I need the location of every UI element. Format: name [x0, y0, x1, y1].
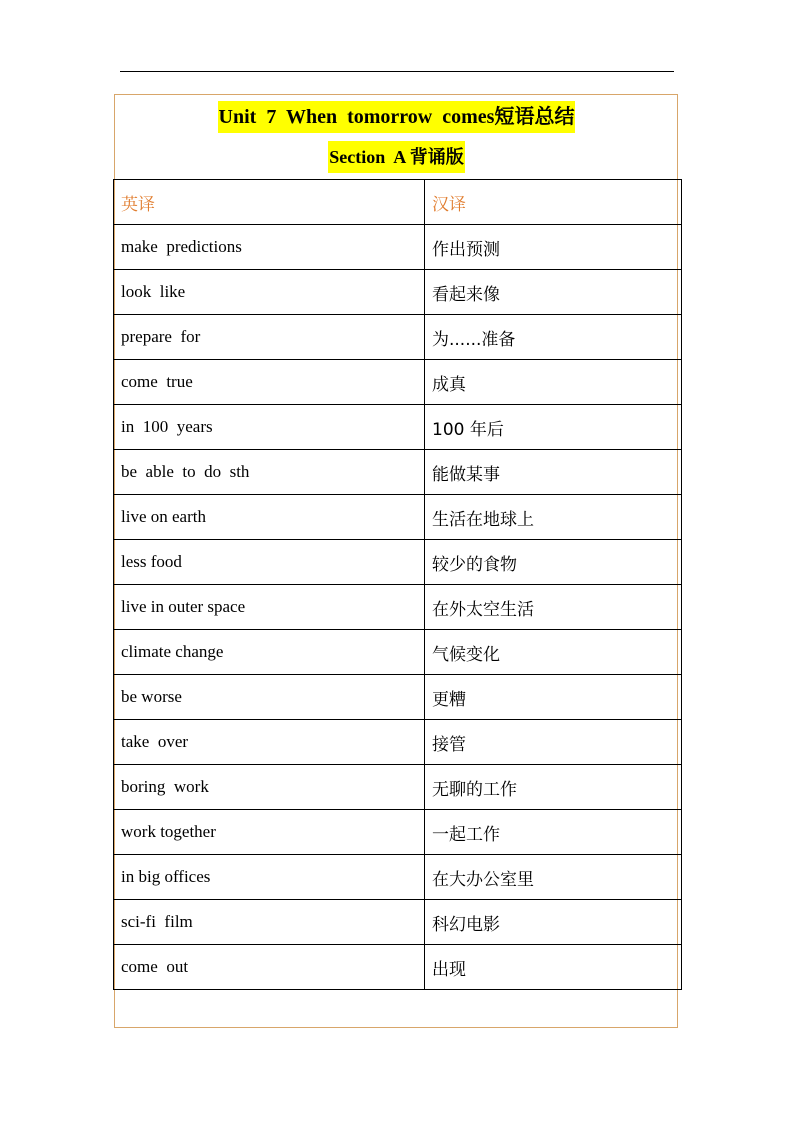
section-subtitle: Section A 背诵版	[328, 141, 465, 173]
phrase-chinese: 接管	[425, 720, 682, 765]
phrase-chinese: 出现	[425, 945, 682, 990]
table-row	[114, 360, 682, 405]
table-row	[114, 945, 682, 990]
table-row	[114, 810, 682, 855]
phrase-chinese: 成真	[425, 360, 682, 405]
header-english: 英译	[114, 180, 425, 225]
phrase-chinese: 看起来像	[425, 270, 682, 315]
phrase-chinese: 更糟	[425, 675, 682, 720]
table-row	[114, 720, 682, 765]
phrase-english: be able to do sth	[114, 450, 425, 495]
table-row	[114, 450, 682, 495]
table-row	[114, 675, 682, 720]
phrase-chinese: 一起工作	[425, 810, 682, 855]
phrase-english: sci-fi film	[114, 900, 425, 945]
phrase-english: make predictions	[114, 225, 425, 270]
phrase-english: boring work	[114, 765, 425, 810]
table-row	[114, 630, 682, 675]
phrase-chinese: 作出预测	[425, 225, 682, 270]
phrase-english: in 100 years	[114, 405, 425, 450]
phrase-chinese: 气候变化	[425, 630, 682, 675]
phrase-chinese: 在大办公室里	[425, 855, 682, 900]
phrase-chinese: 科幻电影	[425, 900, 682, 945]
table-row	[114, 270, 682, 315]
table-row	[114, 495, 682, 540]
phrase-english: come true	[114, 360, 425, 405]
table-row	[114, 225, 682, 270]
phrase-chinese: 较少的食物	[425, 540, 682, 585]
phrase-english: look like	[114, 270, 425, 315]
phrase-chinese: 为......准备	[425, 315, 682, 360]
phrase-chinese: 在外太空生活	[425, 585, 682, 630]
phrase-english: in big offices	[114, 855, 425, 900]
phrase-english: be worse	[114, 675, 425, 720]
phrase-english: live on earth	[114, 495, 425, 540]
table-header-row	[114, 180, 682, 225]
table-row	[114, 855, 682, 900]
phrase-chinese: 100 年后	[425, 405, 682, 450]
table-row	[114, 540, 682, 585]
title-line-1-wrap	[0, 101, 793, 133]
header-rule	[120, 71, 674, 72]
document-title: Unit 7 When tomorrow comes短语总结	[218, 101, 576, 133]
phrase-english: live in outer space	[114, 585, 425, 630]
phrase-chinese: 生活在地球上	[425, 495, 682, 540]
table-row	[114, 900, 682, 945]
table-row	[114, 315, 682, 360]
table-row	[114, 765, 682, 810]
phrase-english: come out	[114, 945, 425, 990]
phrase-english: work together	[114, 810, 425, 855]
phrase-chinese: 无聊的工作	[425, 765, 682, 810]
phrase-chinese: 能做某事	[425, 450, 682, 495]
table-row	[114, 405, 682, 450]
table-row	[114, 585, 682, 630]
title-line-2-wrap	[0, 141, 793, 173]
phrase-table	[113, 179, 682, 990]
phrase-english: prepare for	[114, 315, 425, 360]
phrase-english: climate change	[114, 630, 425, 675]
header-chinese: 汉译	[425, 180, 682, 225]
phrase-english: take over	[114, 720, 425, 765]
phrase-english: less food	[114, 540, 425, 585]
